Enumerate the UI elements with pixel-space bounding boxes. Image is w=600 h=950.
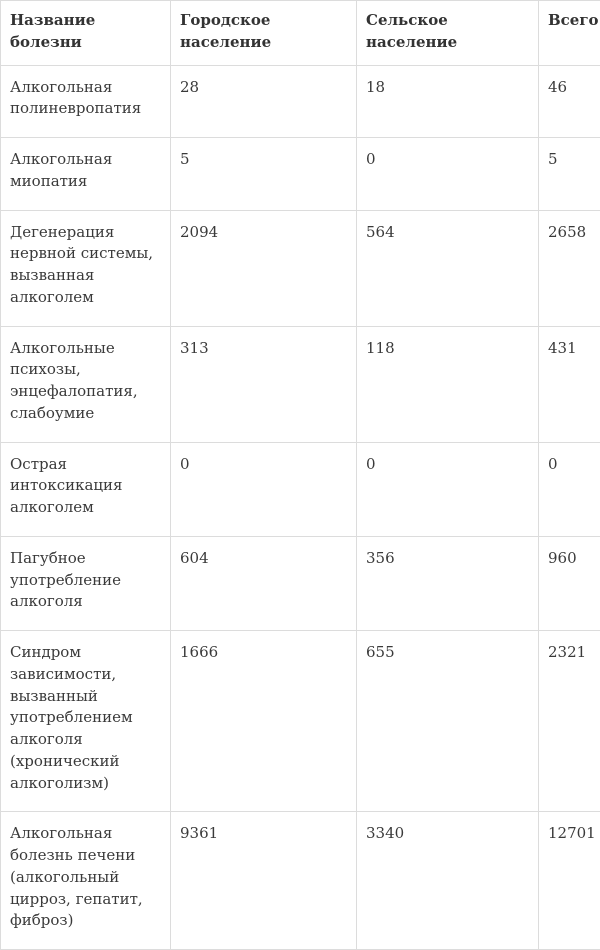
cell-rural-value: 356 bbox=[357, 536, 539, 630]
cell-urban-value: 1666 bbox=[171, 631, 357, 812]
column-header-disease-name: Название болезни bbox=[1, 1, 171, 66]
table-row bbox=[1, 65, 600, 138]
table-row bbox=[1, 631, 600, 812]
cell-total-value: 431 bbox=[539, 326, 600, 442]
cell-urban-value: 5 bbox=[171, 138, 357, 211]
cell-urban-value: 2094 bbox=[171, 210, 357, 326]
cell-disease-name: Пагубное употребление алкоголя bbox=[1, 536, 171, 630]
cell-disease-name: Острая интоксикация алкоголем bbox=[1, 442, 171, 536]
cell-rural-value: 564 bbox=[357, 210, 539, 326]
cell-urban-value: 0 bbox=[171, 442, 357, 536]
cell-urban-value: 9361 bbox=[171, 812, 357, 950]
table-row bbox=[1, 138, 600, 211]
cell-disease-name: Алкогольные психозы, энцефалопатия, слабоумие bbox=[1, 326, 171, 442]
cell-disease-name: Синдром зависимости, вызванный употреблением алкоголя (хронический алкоголизм) bbox=[1, 631, 171, 812]
column-header-total: Всего bbox=[539, 1, 600, 66]
header-row bbox=[1, 1, 600, 66]
cell-disease-name: Дегенерация нервной системы, вызванная алкоголем bbox=[1, 210, 171, 326]
cell-rural-value: 655 bbox=[357, 631, 539, 812]
table-row bbox=[1, 536, 600, 630]
table-row bbox=[1, 812, 600, 950]
cell-total-value: 2658 bbox=[539, 210, 600, 326]
cell-urban-value: 28 bbox=[171, 65, 357, 138]
cell-urban-value: 313 bbox=[171, 326, 357, 442]
table-row bbox=[1, 442, 600, 536]
column-header-urban-population: Городское население bbox=[171, 1, 357, 66]
table-row bbox=[1, 326, 600, 442]
cell-rural-value: 3340 bbox=[357, 812, 539, 950]
table-body bbox=[1, 65, 600, 950]
cell-rural-value: 18 bbox=[357, 65, 539, 138]
cell-total-value: 2321 bbox=[539, 631, 600, 812]
cell-total-value: 5 bbox=[539, 138, 600, 211]
cell-total-value: 12701 bbox=[539, 812, 600, 950]
cell-disease-name: Алкогольная миопатия bbox=[1, 138, 171, 211]
cell-urban-value: 604 bbox=[171, 536, 357, 630]
cell-disease-name: Алкогольная болезнь печени (алкогольный цирроз, гепатит, фиброз) bbox=[1, 812, 171, 950]
cell-total-value: 0 bbox=[539, 442, 600, 536]
cell-total-value: 46 bbox=[539, 65, 600, 138]
column-header-rural-population: Сельское население bbox=[357, 1, 539, 66]
table-header bbox=[1, 1, 600, 66]
cell-rural-value: 118 bbox=[357, 326, 539, 442]
cell-total-value: 960 bbox=[539, 536, 600, 630]
table-row bbox=[1, 210, 600, 326]
cell-rural-value: 0 bbox=[357, 138, 539, 211]
cell-disease-name: Алкогольная полиневропатия bbox=[1, 65, 171, 138]
cell-rural-value: 0 bbox=[357, 442, 539, 536]
